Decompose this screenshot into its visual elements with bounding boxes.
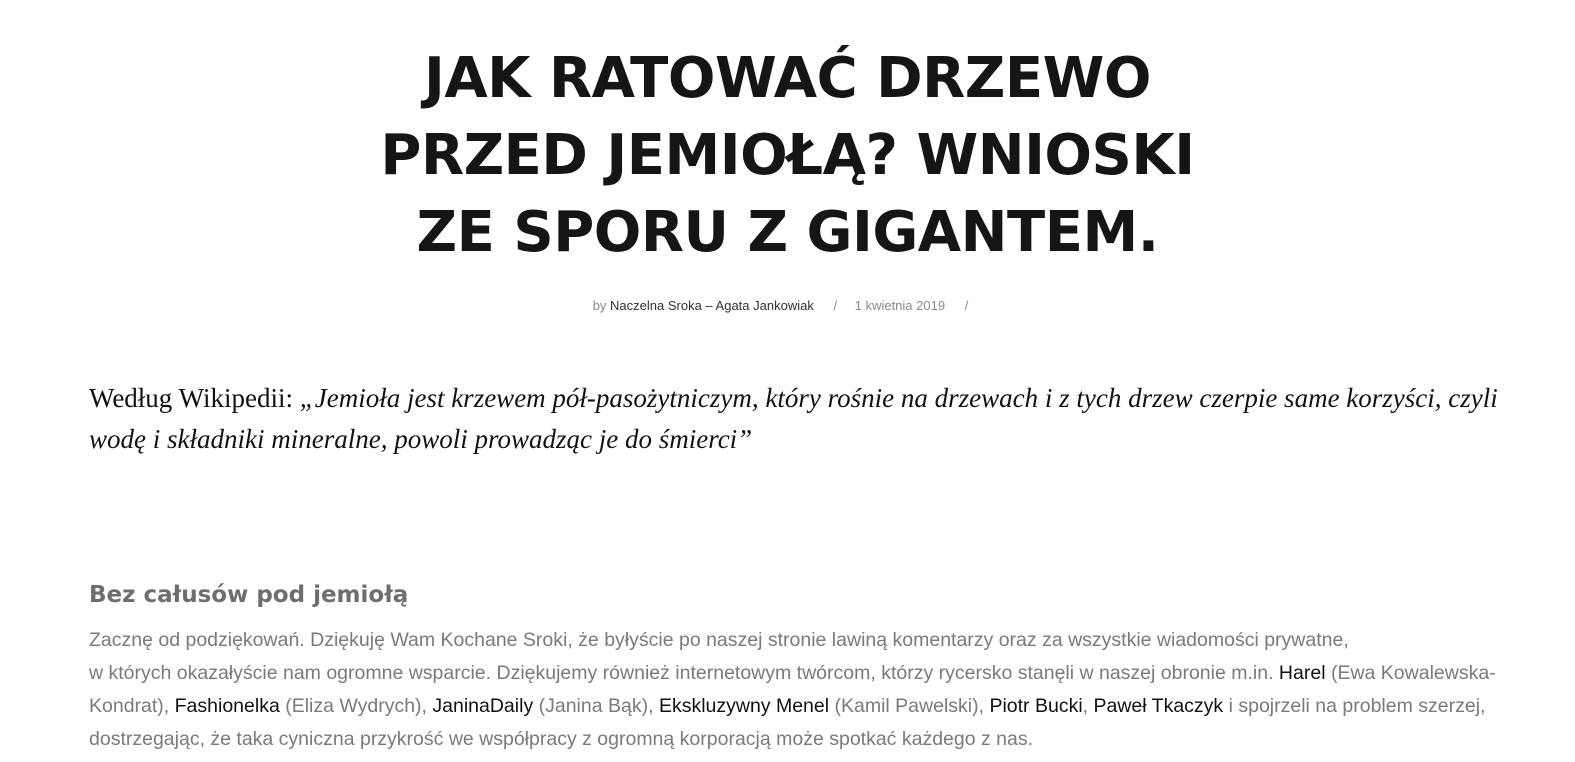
- link-ekskluzywny-menel[interactable]: Ekskluzywny Menel: [658, 695, 830, 717]
- article-date: 1 kwietnia 2019: [854, 298, 946, 313]
- meta-separator: /: [833, 298, 838, 313]
- link-fashionelka[interactable]: Fashionelka: [174, 695, 280, 717]
- paragraph-text: (Eliza Wydrych),: [279, 695, 433, 717]
- meta-by: by: [592, 298, 607, 313]
- link-piotr-bucki[interactable]: Piotr Bucki: [989, 695, 1083, 717]
- intro-quote: [89, 378, 1509, 460]
- link-pawel-tkaczyk[interactable]: Paweł Tkaczyk: [1093, 695, 1224, 717]
- title-line-1: JAK RATOWAĆ DRZEWO: [423, 46, 1151, 111]
- quote-text: „Jemioła jest krzewem pół-pasożytniczym, który rośnie na drzewach i z tych drzew czerpie same korzyści, czyli wodę i składniki mineralne, powoli prowadząc je do śmierci”: [89, 383, 1498, 454]
- paragraph-text: w których okazałyście nam ogromne wsparcie. Dziękujemy również internetowym twórcom, którzy rycersko stanęli w naszej obronie m.in.: [89, 662, 1279, 684]
- quote-lead: Według Wikipedii:: [89, 383, 300, 413]
- article-title: [0, 40, 1575, 271]
- meta-separator: /: [964, 298, 969, 313]
- article-meta: [0, 298, 1575, 313]
- section-heading: Bez całusów pod jemiołą: [89, 582, 409, 608]
- paragraph-text: (Kamil Pawelski),: [829, 695, 990, 717]
- author-link[interactable]: Naczelna Sroka – Agata Jankowiak: [610, 298, 814, 313]
- link-janinadaily[interactable]: JaninaDaily: [432, 695, 534, 717]
- paragraph-line-1: Zacznę od podziękowań. Dziękuję Wam Kochane Sroki, że byłyście po naszej stronie lawiną komentarzy oraz za wszystkie wiadomości prywatne,: [89, 629, 1349, 651]
- paragraph-text: i spojrzeli na problem szerzej, dostrzegając, że taka cyniczna przykrość we współpracy z ogromną korporacją może spotkać każdego z nas.: [89, 695, 1486, 750]
- article-paragraph: [89, 624, 1509, 756]
- link-harel[interactable]: Harel: [1278, 662, 1326, 684]
- title-line-2: PRZED JEMIOŁĄ? WNIOSKI: [380, 123, 1195, 188]
- paragraph-text: (Janina Bąk),: [533, 695, 659, 717]
- title-line-3: ZE SPORU Z GIGANTEM.: [416, 200, 1159, 265]
- paragraph-text: ,: [1082, 695, 1094, 717]
- paragraph-text: (Ewa Kowalewska-Kondrat),: [89, 662, 1496, 717]
